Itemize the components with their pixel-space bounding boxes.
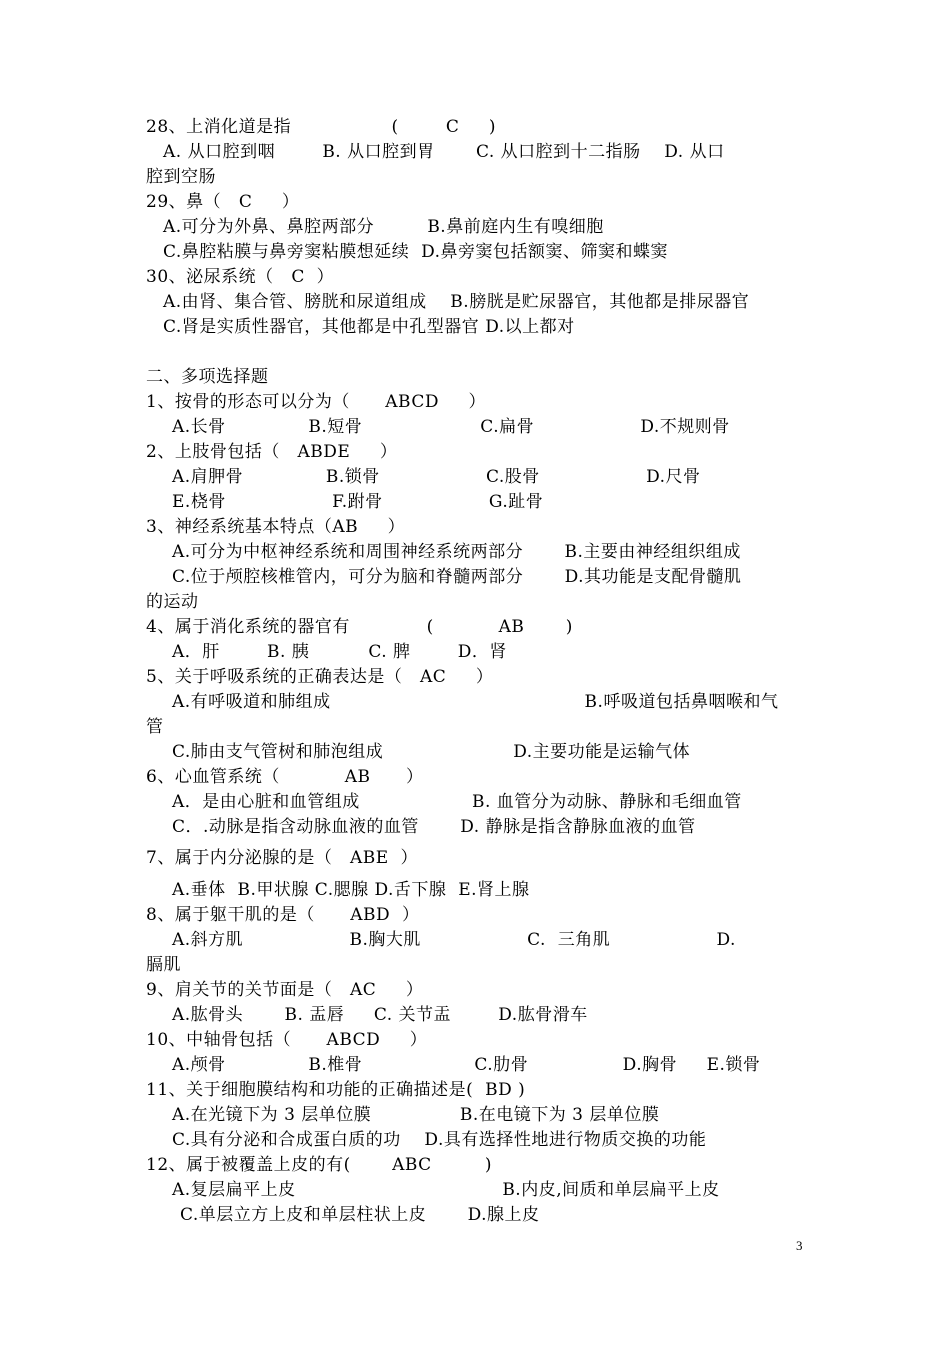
- options-5-cont: 管: [146, 717, 164, 737]
- page-number: 3: [796, 1238, 803, 1253]
- options-8: A.斜方肌 B.胸大肌 C. 三角肌 D.: [172, 930, 736, 950]
- question-5: 5、关于呼吸系统的正确表达是（ AC ）: [146, 667, 494, 687]
- options-12-ab: A.复层扁平上皮 B.内皮,间质和单层扁平上皮: [172, 1180, 720, 1200]
- options-28: A. 从口腔到咽 B. 从口腔到胃 C. 从口腔到十二指肠 D. 从口: [163, 142, 725, 162]
- options-28-cont: 腔到空肠: [146, 167, 216, 187]
- options-9: A.肱骨头 B. 盂唇 C. 关节盂 D.肱骨滑车: [172, 1005, 588, 1025]
- options-3-ab: A.可分为中枢神经系统和周围神经系统两部分 B.主要由神经组织组成: [172, 542, 741, 562]
- question-11: 11、关于细胞膜结构和功能的正确描述是( BD ): [146, 1080, 526, 1100]
- question-10: 10、中轴骨包括（ ABCD ）: [146, 1030, 428, 1050]
- options-6-ab: A．是由心脏和血管组成 B. 血管分为动脉、静脉和毛细血管: [172, 792, 742, 812]
- options-1: A.长骨 B.短骨 C.扁骨 D.不规则骨: [172, 417, 730, 437]
- section-heading: 二、多项选择题: [146, 367, 269, 387]
- options-10: A.颅骨 B.椎骨 C.肋骨 D.胸骨 E.锁骨: [172, 1055, 761, 1075]
- options-30-cd: C.肾是实质性器官，其他都是中孔型器官 D.以上都对: [163, 317, 575, 337]
- question-12: 12、属于被覆盖上皮的有( ABC ): [146, 1155, 492, 1175]
- options-11-cd: C.具有分泌和合成蛋白质的功 D.具有选择性地进行物质交换的功能: [172, 1130, 707, 1150]
- options-29-ab: A.可分为外鼻、鼻腔两部分 B.鼻前庭内生有嗅细胞: [163, 217, 604, 237]
- options-4: A．肝 B. 胰 C. 脾 D．肾: [172, 642, 507, 662]
- question-9: 9、肩关节的关节面是（ AC ）: [146, 980, 424, 1000]
- options-3-cont: 的运动: [146, 592, 199, 612]
- question-6: 6、心血管系统（ AB ）: [146, 767, 424, 787]
- question-3: 3、神经系统基本特点（AB ）: [146, 517, 406, 537]
- options-2-eg: E.桡骨 F.跗骨 G.趾骨: [172, 492, 544, 512]
- options-12-cd: C.单层立方上皮和单层柱状上皮 D.腺上皮: [180, 1205, 540, 1225]
- question-30: 30、泌尿系统（ C ）: [146, 267, 335, 287]
- options-30-ab: A.由肾、集合管、膀胱和尿道组成 B.膀胱是贮尿器官，其他都是排尿器官: [163, 292, 750, 312]
- question-28: 28、上消化道是指 ( C ): [146, 117, 497, 137]
- options-29-cd: C.鼻腔粘膜与鼻旁窦粘膜想延续 D.鼻旁窦包括额窦、筛窦和蝶窦: [163, 242, 669, 262]
- question-7: 7、属于内分泌腺的是（ ABE ）: [146, 848, 419, 868]
- options-8-cont: 膈肌: [146, 955, 181, 975]
- question-1: 1、按骨的形态可以分为（ ABCD ）: [146, 392, 486, 412]
- options-7: A.垂体 B.甲状腺 C.腮腺 D.舌下腺 E.肾上腺: [172, 880, 530, 900]
- options-3-cd: C.位于颅腔核椎管内，可分为脑和脊髓两部分 D.其功能是支配骨髓肌: [172, 567, 742, 587]
- question-8: 8、属于躯干肌的是（ ABD ）: [146, 905, 420, 925]
- question-4: 4、属于消化系统的器官有 ( AB ): [146, 617, 573, 637]
- options-6-cd: C．.动脉是指含动脉血液的血管 D. 静脉是指含静脉血液的血管: [172, 817, 696, 837]
- options-2-ad: A.肩胛骨 B.锁骨 C.股骨 D.尺骨: [172, 467, 701, 487]
- options-11-ab: A.在光镜下为 3 层单位膜 B.在电镜下为 3 层单位膜: [172, 1105, 660, 1125]
- options-5-ab: A.有呼吸道和肺组成 B.呼吸道包括鼻咽喉和气: [172, 692, 779, 712]
- question-29: 29、鼻（ C ）: [146, 192, 300, 212]
- question-2: 2、上肢骨包括（ ABDE ）: [146, 442, 398, 462]
- options-5-cd: C.肺由支气管树和肺泡组成 D.主要功能是运输气体: [172, 742, 691, 762]
